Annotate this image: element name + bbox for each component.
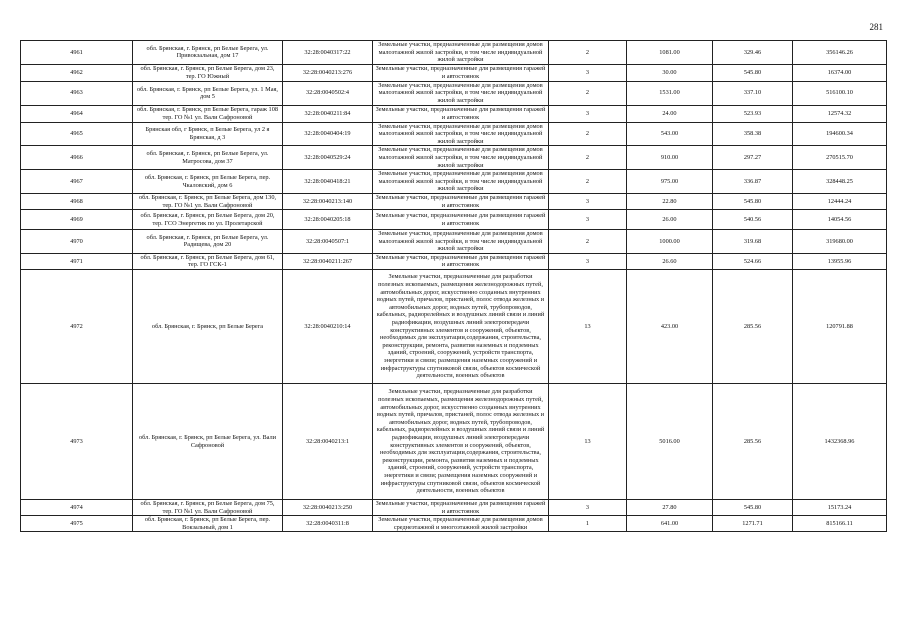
cell-address: обл. Брянская, г. Брянск, рп Белые Берега, ул. Привокзальная, дом 17: [133, 41, 283, 65]
cell-use-group: 2: [549, 146, 627, 170]
cell-land-use: Земельные участки, предназначенные для размещения домов малоэтажной жилой застройки, в том числе индивидуальной жилой застройки: [373, 41, 549, 65]
cell-area: 26.60: [627, 253, 713, 269]
cell-land-use: Земельные участки, предназначенные для размещения домов малоэтажной жилой застройки, в том числе индивидуальной жилой застройки: [373, 230, 549, 254]
cell-unit-value: 524.66: [713, 253, 793, 269]
cell-record-number: 4972: [21, 270, 133, 384]
table-row: [21, 41, 887, 65]
cell-unit-value: 336.87: [713, 170, 793, 194]
cell-area: 641.00: [627, 516, 713, 532]
cell-use-group: 13: [549, 384, 627, 500]
cell-cadastral-number: 32:28:0040211:84: [283, 105, 373, 122]
cell-use-group: 2: [549, 122, 627, 146]
cell-record-number: 4969: [21, 210, 133, 230]
cell-land-use: Земельные участки, предназначенные для размещения гаражей и автостоянок: [373, 105, 549, 122]
cell-cadastral-value: 1432368.96: [793, 384, 887, 500]
cell-area: 1000.00: [627, 230, 713, 254]
cell-cadastral-number: 32:28:0040404:19: [283, 122, 373, 146]
cell-record-number: 4962: [21, 64, 133, 81]
cell-land-use: Земельные участки, предназначенные для размещения домов малоэтажной жилой застройки, в том числе индивидуальной жилой застройки: [373, 146, 549, 170]
cell-cadastral-number: 32:28:0040210:14: [283, 270, 373, 384]
cell-land-use: Земельные участки, предназначенные для размещения гаражей и автостоянок: [373, 193, 549, 209]
cell-record-number: 4967: [21, 170, 133, 194]
cell-cadastral-number: 32:28:0040529:24: [283, 146, 373, 170]
cell-unit-value: 297.27: [713, 146, 793, 170]
cell-land-use: Земельные участки, предназначенные для размещения домов среднеэтажной и многоэтажной жилой застройки: [373, 516, 549, 532]
cell-area: 26.00: [627, 210, 713, 230]
cell-cadastral-number: 32:28:0040317:22: [283, 41, 373, 65]
cell-cadastral-number: 32:28:0040213:276: [283, 64, 373, 81]
cell-area: 24.00: [627, 105, 713, 122]
cell-cadastral-number: 32:28:0040205:18: [283, 210, 373, 230]
cell-use-group: 13: [549, 270, 627, 384]
cell-address: обл. Брянская, г. Брянск, рп Белые Берега, пер. Вокзальный, дом 1: [133, 516, 283, 532]
cell-cadastral-value: 120791.88: [793, 270, 887, 384]
cadastral-value-table: [20, 40, 887, 532]
cell-cadastral-number: 32:28:0040213:250: [283, 500, 373, 516]
cell-cadastral-value: 14054.56: [793, 210, 887, 230]
cell-cadastral-value: 328448.25: [793, 170, 887, 194]
cell-cadastral-value: 15173.24: [793, 500, 887, 516]
cell-land-use: Земельные участки, предназначенные для размещения домов малоэтажной жилой застройки, в том числе индивидуальной жилой застройки: [373, 122, 549, 146]
table-row: [21, 81, 887, 105]
cell-cadastral-number: 32:28:0040211:267: [283, 253, 373, 269]
cell-address: обл. Брянская, г. Брянск, рп Белые Берега, дом 61, тер. ГО ГСК-1: [133, 253, 283, 269]
cell-area: 1531.00: [627, 81, 713, 105]
cell-record-number: 4961: [21, 41, 133, 65]
cell-address: обл. Брянская, г. Брянск, рп Белые Берега, пер. Чкаловский, дом 6: [133, 170, 283, 194]
cell-record-number: 4971: [21, 253, 133, 269]
cell-land-use: Земельные участки, предназначенные для размещения гаражей и автостоянок: [373, 64, 549, 81]
cell-address: обл. Брянская, г. Брянск, рп Белые Берега, гараж 108 тер. ГО №1 ул. Вали Сафроновой: [133, 105, 283, 122]
cell-cadastral-number: 32:28:0040507:1: [283, 230, 373, 254]
cell-use-group: 3: [549, 64, 627, 81]
cell-cadastral-number: 32:28:0040311:8: [283, 516, 373, 532]
table-row: [21, 230, 887, 254]
cell-use-group: 3: [549, 500, 627, 516]
cell-land-use: Земельные участки, предназначенные для размещения гаражей и автостоянок: [373, 500, 549, 516]
cell-unit-value: 523.93: [713, 105, 793, 122]
table-row: [21, 253, 887, 269]
table-row: [21, 122, 887, 146]
cell-unit-value: 285.56: [713, 270, 793, 384]
table-row: [21, 500, 887, 516]
cell-land-use: Земельные участки, предназначенные для размещения гаражей и автостоянок: [373, 210, 549, 230]
cell-area: 1081.00: [627, 41, 713, 65]
cell-use-group: 3: [549, 105, 627, 122]
table-body: [21, 41, 887, 532]
cell-use-group: 2: [549, 230, 627, 254]
cell-cadastral-number: 32:28:0040213:1: [283, 384, 373, 500]
cell-area: 423.00: [627, 270, 713, 384]
cell-use-group: 2: [549, 170, 627, 194]
cell-unit-value: 545.80: [713, 64, 793, 81]
cell-address: обл. Брянская, г. Брянск, рп Белые Берега: [133, 270, 283, 384]
cell-unit-value: 1271.71: [713, 516, 793, 532]
cell-cadastral-value: 194600.34: [793, 122, 887, 146]
cell-cadastral-number: 32:28:0040502:4: [283, 81, 373, 105]
cell-record-number: 4973: [21, 384, 133, 500]
cell-use-group: 1: [549, 516, 627, 532]
cell-address: обл. Брянская, г. Брянск, рп Белые Берега, дом 23, тер. ГО Южный: [133, 64, 283, 81]
cell-unit-value: 358.38: [713, 122, 793, 146]
cell-area: 30.00: [627, 64, 713, 81]
cell-address: обл. Брянская, г. Брянск, рп Белые Берега, дом 75, тер. ГО №1 ул. Вали Сафроновой: [133, 500, 283, 516]
table-row: [21, 193, 887, 209]
table-row: [21, 270, 887, 384]
cell-address: Брянская обл, г Брянск, п Белые Берега, ул 2 я Брянская, д 3: [133, 122, 283, 146]
cell-use-group: 2: [549, 81, 627, 105]
cell-address: обл. Брянская, г. Брянск, рп Белые Берега, дом 20, тер. ГСО Энергетик по ул. Пролетарской: [133, 210, 283, 230]
cell-cadastral-number: 32:28:0040418:21: [283, 170, 373, 194]
cell-cadastral-value: 270515.70: [793, 146, 887, 170]
cell-cadastral-value: 815166.11: [793, 516, 887, 532]
cell-address: обл. Брянская, г. Брянск, рп Белые Берега, дом 130, тер. ГО №1 ул. Вали Сафроновой: [133, 193, 283, 209]
cell-address: обл. Брянская, г. Брянск, рп Белые Берега, ул. 1 Мая, дом 5: [133, 81, 283, 105]
cell-unit-value: 540.56: [713, 210, 793, 230]
cell-area: 27.80: [627, 500, 713, 516]
cell-unit-value: 545.80: [713, 193, 793, 209]
cell-cadastral-value: 16374.00: [793, 64, 887, 81]
cell-cadastral-number: 32:28:0040213:140: [283, 193, 373, 209]
cell-record-number: 4966: [21, 146, 133, 170]
table-row: [21, 146, 887, 170]
table-row: [21, 105, 887, 122]
table-row: [21, 210, 887, 230]
cell-use-group: 3: [549, 210, 627, 230]
cell-land-use: Земельные участки, предназначенные для размещения домов малоэтажной жилой застройки, в том числе индивидуальной жилой застройки: [373, 170, 549, 194]
cell-land-use: Земельные участки, предназначенные для размещения домов малоэтажной жилой застройки, в том числе индивидуальной жилой застройки: [373, 81, 549, 105]
cell-unit-value: 285.56: [713, 384, 793, 500]
cell-cadastral-value: 356146.26: [793, 41, 887, 65]
cell-address: обл. Брянская, г. Брянск, рп Белые Берега, ул. Вали Сафроновой: [133, 384, 283, 500]
cell-record-number: 4963: [21, 81, 133, 105]
cell-use-group: 2: [549, 41, 627, 65]
cell-land-use: Земельные участки, предназначенные для разработки полезных ископаемых, размещения железнодорожных путей, автомобильных дорог, искусственно созданных внутренних водных путей, причалов, пристаней, полос отвода железных и автомобильных дорог, водных путей, трубопроводов, кабельных, радиорелейных и воздушных линий связи и линий радиофикации, воздушных линий электропередачи конструктивных элементов и сооружений, объектов, необходимых для эксплуатации,содержания, строительства, реконструкции, ремонта, развития наземных и подземных зданий, строений, сооружений, устройств транспорта, энергетики и связи; размещения наземных сооружений и инфраструктуры спутниковой связи, объектов космической деятельности, военных объектов: [373, 384, 549, 500]
cell-cadastral-value: 516100.10: [793, 81, 887, 105]
cell-record-number: 4974: [21, 500, 133, 516]
cell-cadastral-value: 12574.32: [793, 105, 887, 122]
cell-address: обл. Брянская, г. Брянск, рп Белые Берега, ул. Матросова, дом 37: [133, 146, 283, 170]
cell-unit-value: 329.46: [713, 41, 793, 65]
cell-address: обл. Брянская, г. Брянск, рп Белые Берега, ул. Радищева, дом 20: [133, 230, 283, 254]
cell-cadastral-value: 12444.24: [793, 193, 887, 209]
table-row: [21, 384, 887, 500]
cell-land-use: Земельные участки, предназначенные для размещения гаражей и автостоянок: [373, 253, 549, 269]
cell-area: 5016.00: [627, 384, 713, 500]
cell-record-number: 4965: [21, 122, 133, 146]
cell-use-group: 3: [549, 253, 627, 269]
cell-record-number: 4975: [21, 516, 133, 532]
page-number: 281: [869, 22, 883, 32]
cell-cadastral-value: 13955.96: [793, 253, 887, 269]
cell-cadastral-value: 319680.00: [793, 230, 887, 254]
cell-land-use: Земельные участки, предназначенные для разработки полезных ископаемых, размещения железнодорожных путей, автомобильных дорог, искусственно созданных внутренних водных путей, причалов, пристаней, полос отвода железных и автомобильных дорог, водных путей, трубопроводов, кабельных, радиорелейных и воздушных линий связи и линий радиофикации, воздушных линий электропередачи конструктивных элементов и сооружений, объектов, необходимых для эксплуатации,содержания, строительства, реконструкции, ремонта, развития наземных и подземных зданий, строений, сооружений, устройств транспорта, энергетики и связи; размещения наземных сооружений и инфраструктуры спутниковой связи, объектов космической деятельности, военных объектов: [373, 270, 549, 384]
table-row: [21, 170, 887, 194]
cell-record-number: 4970: [21, 230, 133, 254]
cell-area: 975.00: [627, 170, 713, 194]
cell-record-number: 4968: [21, 193, 133, 209]
cell-use-group: 3: [549, 193, 627, 209]
cell-unit-value: 319.68: [713, 230, 793, 254]
cell-area: 22.80: [627, 193, 713, 209]
cell-area: 543.00: [627, 122, 713, 146]
cell-unit-value: 545.80: [713, 500, 793, 516]
cell-unit-value: 337.10: [713, 81, 793, 105]
cell-record-number: 4964: [21, 105, 133, 122]
table-row: [21, 516, 887, 532]
cell-area: 910.00: [627, 146, 713, 170]
table-row: [21, 64, 887, 81]
